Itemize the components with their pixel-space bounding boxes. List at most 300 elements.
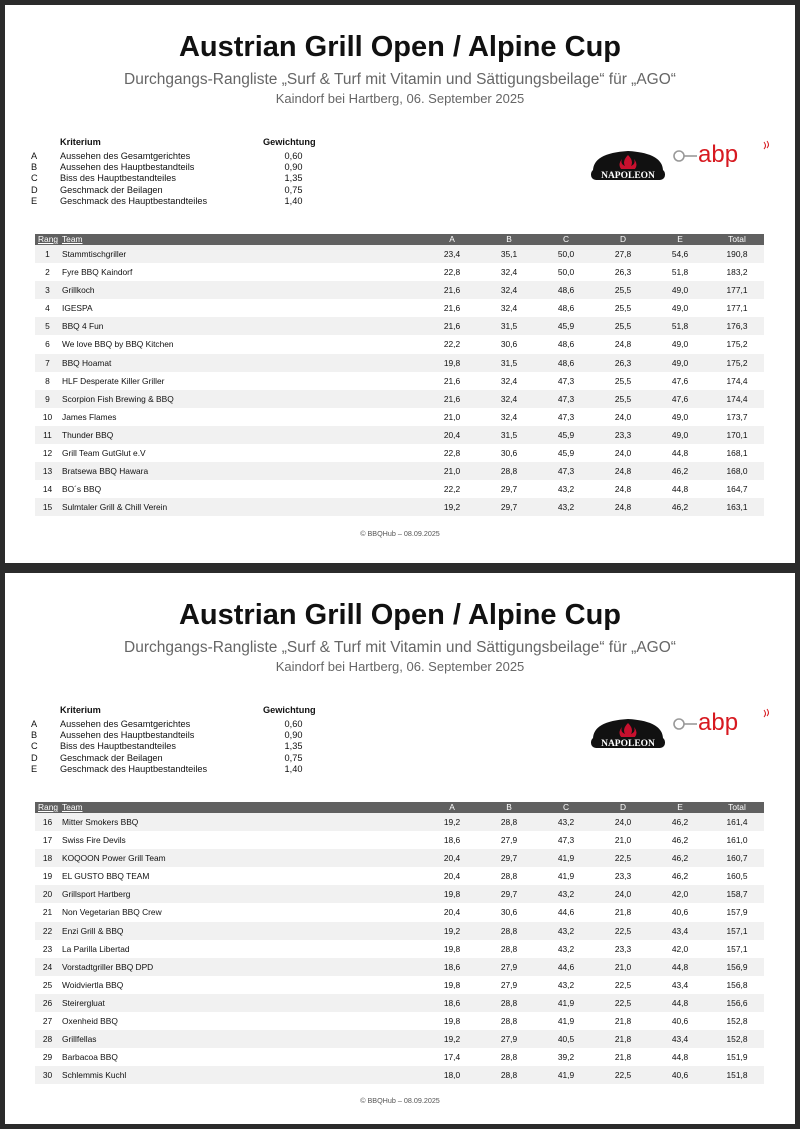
table-row	[35, 372, 764, 390]
rank-cell: 30	[42, 1070, 53, 1081]
score-c-cell: 47,3	[557, 393, 575, 404]
score-d-cell: 21,8	[614, 1052, 632, 1063]
svg-text:NAPOLEON: NAPOLEON	[601, 171, 655, 181]
team-cell: Sulmtaler Grill & Chill Verein	[62, 502, 168, 513]
criteria-item	[31, 196, 331, 207]
rank-cell: 8	[45, 375, 50, 386]
total-cell: 176,3	[726, 321, 748, 332]
total-cell: 177,1	[726, 303, 748, 314]
criteria-name: Geschmack des Hauptbestandteiles	[60, 763, 208, 774]
rank-cell: 28	[42, 1034, 53, 1045]
criteria-weight: 0,60	[284, 719, 303, 729]
score-b-cell: 30,6	[500, 907, 518, 918]
rank-cell: 22	[42, 925, 53, 936]
score-d-cell: 21,8	[614, 907, 632, 918]
score-e-cell: 54,6	[671, 249, 689, 259]
svg-text:abp: abp	[698, 709, 739, 736]
page-title: Austrian Grill Open / Alpine Cup	[178, 31, 621, 63]
score-d-cell: 24,0	[614, 411, 632, 422]
score-a-cell: 19,2	[443, 502, 461, 513]
score-e-cell: 44,8	[671, 961, 689, 972]
score-b-cell: 29,7	[500, 502, 518, 513]
criteria-header-kriterium: Kriterium	[60, 705, 101, 715]
criteria-item	[31, 741, 331, 752]
score-c-cell: 47,3	[557, 466, 575, 477]
rank-cell: 14	[42, 484, 53, 495]
ranking-table-body	[35, 813, 764, 1084]
score-b-cell: 30,6	[500, 448, 518, 459]
criteria-header-gewichtung: Gewichtung	[263, 705, 316, 715]
team-cell: HLF Desperate Killer Griller	[62, 375, 165, 386]
score-d-cell: 25,5	[614, 375, 632, 386]
table-row	[35, 426, 764, 444]
table-row	[35, 1030, 764, 1048]
score-e-cell: 42,0	[671, 943, 689, 954]
total-cell: 175,2	[726, 357, 748, 368]
score-b-cell: 28,8	[500, 1016, 518, 1027]
criteria-legend	[31, 703, 331, 775]
criteria-name: Aussehen des Hauptbestandteils	[60, 730, 195, 741]
score-b-cell: 30,6	[500, 339, 518, 350]
score-e-cell: 44,8	[671, 484, 689, 495]
score-a-cell: 22,2	[443, 339, 461, 350]
score-b-cell: 32,4	[500, 267, 518, 278]
ranking-table-header	[35, 234, 764, 245]
score-c-cell: 41,9	[557, 853, 575, 864]
rank-cell: 26	[42, 997, 53, 1008]
score-e-cell: 46,2	[671, 502, 689, 513]
score-a-cell: 22,8	[443, 267, 461, 278]
rank-cell: 3	[45, 285, 50, 296]
rank-cell: 17	[42, 835, 53, 846]
score-a-cell: 23,4	[443, 249, 461, 259]
score-c-cell: 47,3	[557, 411, 575, 422]
header-total: Total	[728, 234, 746, 244]
score-e-cell: 43,4	[671, 979, 689, 990]
score-a-cell: 21,6	[443, 321, 461, 332]
score-a-cell: 21,6	[443, 375, 461, 386]
score-a-cell: 19,2	[443, 817, 461, 827]
score-e-cell: 47,6	[671, 393, 689, 404]
score-d-cell: 25,5	[614, 393, 632, 404]
score-e-cell: 49,0	[671, 303, 689, 314]
score-a-cell: 20,4	[443, 429, 461, 440]
score-c-cell: 47,3	[557, 835, 575, 846]
team-cell: We love BBQ by BBQ Kitchen	[62, 339, 174, 350]
criteria-header	[31, 703, 331, 719]
header-b: B	[506, 802, 512, 812]
score-c-cell: 41,9	[557, 997, 575, 1008]
score-c-cell: 48,6	[557, 357, 575, 368]
criteria-name: Geschmack der Beilagen	[60, 184, 163, 195]
score-d-cell: 24,8	[614, 484, 632, 495]
criteria-name: Aussehen des Gesamtgerichtes	[60, 151, 191, 161]
header-c: C	[562, 802, 570, 812]
table-row	[35, 849, 764, 867]
svg-text:abp: abp	[698, 141, 739, 168]
score-e-cell: 49,0	[671, 285, 689, 296]
score-d-cell: 21,0	[614, 961, 632, 972]
criteria-list	[31, 719, 331, 775]
rank-cell: 9	[45, 393, 50, 404]
score-e-cell: 46,2	[671, 466, 689, 477]
page-footer: © BBQHub – 08.09.2025	[360, 529, 440, 538]
score-b-cell: 27,9	[500, 979, 518, 990]
document-page-2	[5, 573, 795, 1124]
score-a-cell: 20,4	[443, 907, 461, 918]
table-row	[35, 281, 764, 299]
score-c-cell: 40,5	[557, 1034, 575, 1045]
table-row	[35, 1066, 764, 1084]
table-row	[35, 994, 764, 1012]
score-a-cell: 18,6	[443, 835, 461, 846]
rank-cell: 13	[42, 466, 53, 477]
team-cell: Stammtischgriller	[62, 249, 127, 259]
rank-cell: 27	[42, 1016, 53, 1027]
score-d-cell: 22,5	[614, 997, 632, 1008]
rank-cell: 1	[45, 249, 50, 259]
total-cell: 156,6	[726, 997, 748, 1008]
rank-cell: 25	[42, 979, 53, 990]
score-a-cell: 21,0	[443, 411, 461, 422]
score-c-cell: 43,2	[557, 925, 575, 936]
total-cell: 151,8	[726, 1070, 748, 1081]
criteria-weight: 1,40	[284, 195, 303, 206]
score-b-cell: 28,8	[500, 925, 518, 936]
total-cell: 156,8	[726, 979, 748, 990]
team-cell: Steirergluat	[62, 997, 105, 1008]
score-a-cell: 19,8	[443, 943, 461, 954]
criteria-weight: 0,90	[284, 730, 303, 741]
header-team: Team	[62, 234, 83, 244]
table-row	[35, 940, 764, 958]
score-a-cell: 18,6	[443, 997, 461, 1008]
score-b-cell: 28,8	[500, 1070, 518, 1081]
ranking-table	[35, 234, 764, 516]
header-team: Team	[62, 802, 83, 812]
total-cell: 152,8	[726, 1016, 748, 1027]
score-a-cell: 20,4	[443, 871, 461, 882]
score-c-cell: 44,6	[557, 961, 575, 972]
score-b-cell: 32,4	[500, 393, 518, 404]
ranking-table	[35, 802, 764, 1084]
criteria-name: Geschmack der Beilagen	[60, 752, 163, 763]
score-b-cell: 28,8	[500, 997, 518, 1008]
criteria-item	[31, 764, 331, 775]
total-cell: 190,8	[726, 249, 748, 259]
table-row	[35, 903, 764, 921]
score-e-cell: 46,2	[671, 871, 689, 882]
score-e-cell: 49,0	[671, 411, 689, 422]
score-e-cell: 51,8	[671, 267, 689, 278]
criteria-header-gewichtung: Gewichtung	[263, 137, 316, 147]
score-b-cell: 27,9	[500, 1034, 518, 1045]
header-rang: Rang	[38, 234, 59, 244]
team-cell: Enzi Grill & BBQ	[62, 925, 124, 936]
svg-text:NAPOLEON: NAPOLEON	[601, 739, 655, 749]
criteria-item	[31, 173, 331, 184]
score-d-cell: 22,5	[614, 979, 632, 990]
score-a-cell: 21,6	[443, 303, 461, 314]
score-e-cell: 43,4	[671, 1034, 689, 1045]
team-cell: Non Vegetarian BBQ Crew	[62, 907, 162, 918]
criteria-weight: 0,75	[284, 184, 303, 195]
team-cell: Grillfellas	[62, 1034, 97, 1045]
total-cell: 156,9	[726, 961, 748, 972]
score-a-cell: 19,8	[443, 357, 461, 368]
score-c-cell: 48,6	[557, 303, 575, 314]
criteria-header	[31, 135, 331, 151]
team-cell: IGESPA	[62, 303, 93, 314]
ranking-table-body	[35, 245, 764, 516]
total-cell: 174,4	[726, 375, 748, 386]
abp-logo	[671, 138, 771, 168]
rank-cell: 23	[42, 943, 53, 954]
team-cell: Grill Team GutGlut e.V	[62, 448, 146, 459]
team-cell: BO´s BBQ	[62, 484, 102, 495]
score-d-cell: 21,0	[614, 835, 632, 846]
score-b-cell: 35,1	[500, 249, 518, 259]
score-d-cell: 24,8	[614, 339, 632, 350]
score-a-cell: 19,8	[443, 979, 461, 990]
criteria-item	[31, 185, 331, 196]
score-b-cell: 28,8	[500, 871, 518, 882]
total-cell: 174,4	[726, 393, 748, 404]
score-c-cell: 43,2	[557, 979, 575, 990]
score-d-cell: 23,3	[614, 943, 632, 954]
score-e-cell: 43,4	[671, 925, 689, 936]
table-row	[35, 263, 764, 281]
team-cell: BBQ Hoamat	[62, 357, 112, 368]
criteria-letter: B	[31, 162, 38, 173]
score-e-cell: 49,0	[671, 429, 689, 440]
event-location-date: Kaindorf bei Hartberg, 06. September 2025	[275, 659, 525, 674]
table-row	[35, 444, 764, 462]
total-cell: 168,1	[726, 448, 748, 459]
rank-cell: 4	[45, 303, 50, 314]
document-page-1	[5, 5, 795, 563]
criteria-name: Biss des Hauptbestandteiles	[60, 741, 176, 752]
score-d-cell: 23,3	[614, 871, 632, 882]
total-cell: 158,7	[726, 889, 748, 900]
score-d-cell: 22,5	[614, 853, 632, 864]
score-e-cell: 46,2	[671, 817, 689, 827]
napoleon-logo	[589, 715, 667, 749]
score-c-cell: 43,2	[557, 889, 575, 900]
header-a: A	[449, 802, 455, 812]
criteria-name: Geschmack des Hauptbestandteiles	[60, 195, 208, 206]
score-a-cell: 18,6	[443, 961, 461, 972]
table-row	[35, 958, 764, 976]
rank-cell: 7	[45, 357, 50, 368]
total-cell: 168,0	[726, 466, 748, 477]
criteria-header-kriterium: Kriterium	[60, 137, 101, 147]
team-cell: Schlemmis Kuchl	[62, 1070, 127, 1081]
header-total: Total	[728, 802, 746, 812]
score-c-cell: 45,9	[557, 429, 575, 440]
team-cell: Barbacoa BBQ	[62, 1052, 118, 1063]
table-row	[35, 831, 764, 849]
score-e-cell: 49,0	[671, 339, 689, 350]
score-b-cell: 29,7	[500, 853, 518, 864]
page-footer: © BBQHub – 08.09.2025	[360, 1096, 440, 1105]
table-row	[35, 245, 764, 263]
score-d-cell: 27,8	[614, 249, 632, 259]
score-a-cell: 17,4	[443, 1052, 461, 1063]
score-a-cell: 22,2	[443, 484, 461, 495]
criteria-item	[31, 753, 331, 764]
score-c-cell: 43,2	[557, 817, 575, 827]
score-e-cell: 40,6	[671, 1016, 689, 1027]
rank-cell: 6	[45, 339, 50, 350]
score-c-cell: 44,6	[557, 907, 575, 918]
score-d-cell: 24,8	[614, 502, 632, 513]
score-d-cell: 22,5	[614, 925, 632, 936]
header-e: E	[677, 234, 683, 244]
header-a: A	[449, 234, 455, 244]
score-d-cell: 21,8	[614, 1034, 632, 1045]
criteria-weight: 0,75	[284, 752, 303, 763]
table-row	[35, 390, 764, 408]
total-cell: 161,4	[726, 817, 748, 827]
table-row	[35, 922, 764, 940]
score-b-cell: 27,9	[500, 835, 518, 846]
criteria-weight: 0,60	[284, 151, 303, 161]
score-c-cell: 41,9	[557, 1016, 575, 1027]
team-cell: BBQ 4 Fun	[62, 321, 104, 332]
score-e-cell: 40,6	[671, 907, 689, 918]
header-d: D	[619, 234, 627, 244]
team-cell: Mitter Smokers BBQ	[62, 817, 139, 827]
score-c-cell: 43,2	[557, 484, 575, 495]
score-b-cell: 28,8	[500, 817, 518, 827]
header-c: C	[562, 234, 570, 244]
total-cell: 157,1	[726, 925, 748, 936]
score-d-cell: 23,3	[614, 429, 632, 440]
page-subtitle: Durchgangs-Rangliste „Surf & Turf mit Vitamin und Sättigungsbeilage“ für „AGO“	[124, 71, 676, 88]
table-row	[35, 1048, 764, 1066]
score-d-cell: 24,8	[614, 466, 632, 477]
score-a-cell: 19,8	[443, 1016, 461, 1027]
team-cell: Oxenheid BBQ	[62, 1016, 118, 1027]
ranking-table-header	[35, 802, 764, 813]
score-c-cell: 50,0	[557, 249, 575, 259]
score-d-cell: 22,5	[614, 1070, 632, 1081]
table-row	[35, 408, 764, 426]
score-e-cell: 44,8	[671, 448, 689, 459]
score-c-cell: 39,2	[557, 1052, 575, 1063]
table-row	[35, 867, 764, 885]
score-b-cell: 32,4	[500, 411, 518, 422]
rank-cell: 5	[45, 321, 50, 332]
table-row	[35, 1012, 764, 1030]
header-d: D	[619, 802, 627, 812]
score-d-cell: 21,8	[614, 1016, 632, 1027]
score-c-cell: 45,9	[557, 321, 575, 332]
rank-cell: 24	[42, 961, 53, 972]
rank-cell: 29	[42, 1052, 53, 1063]
score-b-cell: 32,4	[500, 375, 518, 386]
score-d-cell: 25,5	[614, 303, 632, 314]
score-b-cell: 32,4	[500, 303, 518, 314]
score-b-cell: 29,7	[500, 889, 518, 900]
score-e-cell: 42,0	[671, 889, 689, 900]
event-location-date: Kaindorf bei Hartberg, 06. September 2025	[275, 91, 525, 106]
score-b-cell: 32,4	[500, 285, 518, 296]
criteria-list	[31, 151, 331, 207]
score-a-cell: 18,0	[443, 1070, 461, 1081]
criteria-letter: A	[31, 151, 38, 161]
napoleon-logo	[589, 147, 667, 181]
rank-cell: 2	[45, 267, 50, 278]
criteria-weight: 1,35	[284, 173, 303, 184]
total-cell: 157,1	[726, 943, 748, 954]
total-cell: 175,2	[726, 339, 748, 350]
rank-cell: 11	[43, 429, 52, 440]
criteria-letter: C	[31, 741, 38, 752]
score-d-cell: 24,0	[614, 448, 632, 459]
score-d-cell: 24,0	[614, 817, 632, 827]
score-e-cell: 47,6	[671, 375, 689, 386]
total-cell: 170,1	[726, 429, 748, 440]
score-e-cell: 40,6	[671, 1070, 689, 1081]
team-cell: Swiss Fire Devils	[62, 835, 126, 846]
criteria-weight: 1,40	[284, 763, 303, 774]
score-a-cell: 21,6	[443, 393, 461, 404]
rank-cell: 21	[42, 907, 53, 918]
team-cell: Thunder BBQ	[62, 429, 114, 440]
table-row	[35, 354, 764, 372]
score-c-cell: 43,2	[557, 943, 575, 954]
team-cell: Bratsewa BBQ Hawara	[62, 466, 149, 477]
total-cell: 160,7	[726, 853, 748, 864]
criteria-letter: D	[31, 184, 38, 195]
score-d-cell: 24,0	[614, 889, 632, 900]
rank-cell: 19	[42, 871, 53, 882]
score-e-cell: 49,0	[671, 357, 689, 368]
team-cell: Fyre BBQ Kaindorf	[62, 267, 133, 278]
score-a-cell: 22,8	[443, 448, 461, 459]
team-cell: Vorstadtgriller BBQ DPD	[62, 961, 154, 972]
score-c-cell: 50,0	[557, 267, 575, 278]
criteria-item	[31, 151, 331, 162]
header-e: E	[677, 802, 683, 812]
table-row	[35, 976, 764, 994]
score-e-cell: 46,2	[671, 835, 689, 846]
score-a-cell: 20,4	[443, 853, 461, 864]
team-cell: EL GUSTO BBQ TEAM	[62, 871, 150, 882]
criteria-name: Aussehen des Gesamtgerichtes	[60, 719, 191, 729]
table-row	[35, 480, 764, 498]
total-cell: 177,1	[726, 285, 748, 296]
rank-cell: 12	[42, 448, 53, 459]
score-b-cell: 31,5	[500, 357, 518, 368]
table-row	[35, 335, 764, 353]
team-cell: Woidviertla BBQ	[62, 979, 124, 990]
score-b-cell: 28,8	[500, 1052, 518, 1063]
criteria-letter: C	[31, 173, 38, 184]
team-cell: Grillsport Hartberg	[62, 889, 131, 900]
rank-cell: 16	[42, 817, 53, 827]
score-b-cell: 28,8	[500, 466, 518, 477]
team-cell: Scorpion Fish Brewing & BBQ	[62, 393, 174, 404]
score-c-cell: 41,9	[557, 1070, 575, 1081]
score-b-cell: 31,5	[500, 429, 518, 440]
table-row	[35, 498, 764, 516]
criteria-letter: B	[31, 730, 38, 741]
total-cell: 163,1	[726, 502, 748, 513]
table-row	[35, 317, 764, 335]
